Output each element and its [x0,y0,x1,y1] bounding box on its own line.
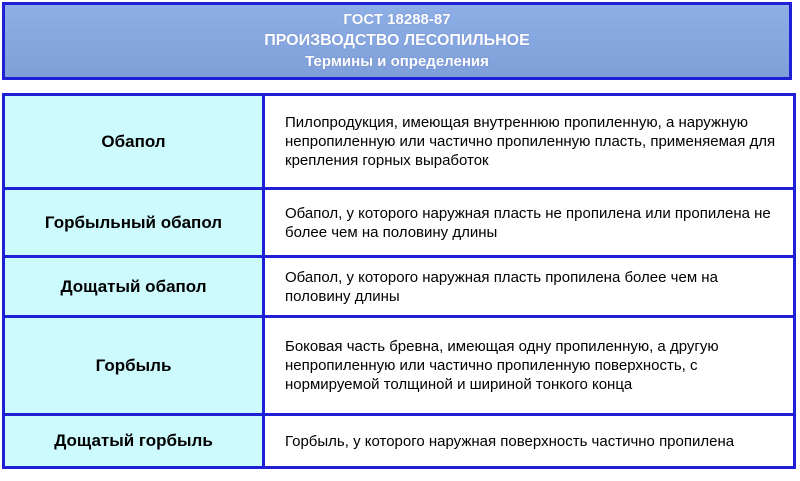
table-row [4,257,795,317]
table-row [4,189,795,257]
terms-table [2,93,796,469]
term-cell: Обапол [4,95,264,189]
table-row [4,317,795,415]
term-cell: Дощатый обапол [4,257,264,317]
definition-cell: Горбыль, у которого наружная поверхность частично пропилена [264,415,795,468]
standard-title: ПРОИЗВОДСТВО ЛЕСОПИЛЬНОЕ [264,32,530,49]
term-cell: Горбыльный обапол [4,189,264,257]
term-cell: Горбыль [4,317,264,415]
term-cell: Дощатый горбыль [4,415,264,468]
definition-cell: Боковая часть бревна, имеющая одну пропиленную, а другую непропиленную или частично пропиленную поверхность, с нормируемой толщиной и шириной тонкого конца [264,317,795,415]
title-banner [2,2,792,80]
definition-cell: Обапол, у которого наружная пласть пропилена более чем на половину длины [264,257,795,317]
standard-number: ГОСТ 18288-87 [343,11,451,28]
standard-subtitle: Термины и определения [305,53,489,70]
table-row [4,95,795,189]
definition-cell: Пилопродукция, имеющая внутреннюю пропиленную, а наружную непропиленную или частично пропиленную пласть, применяемая для крепления горных выработок [264,95,795,189]
definition-cell: Обапол, у которого наружная пласть не пропилена или пропилена не более чем на половину длины [264,189,795,257]
table-row [4,415,795,468]
